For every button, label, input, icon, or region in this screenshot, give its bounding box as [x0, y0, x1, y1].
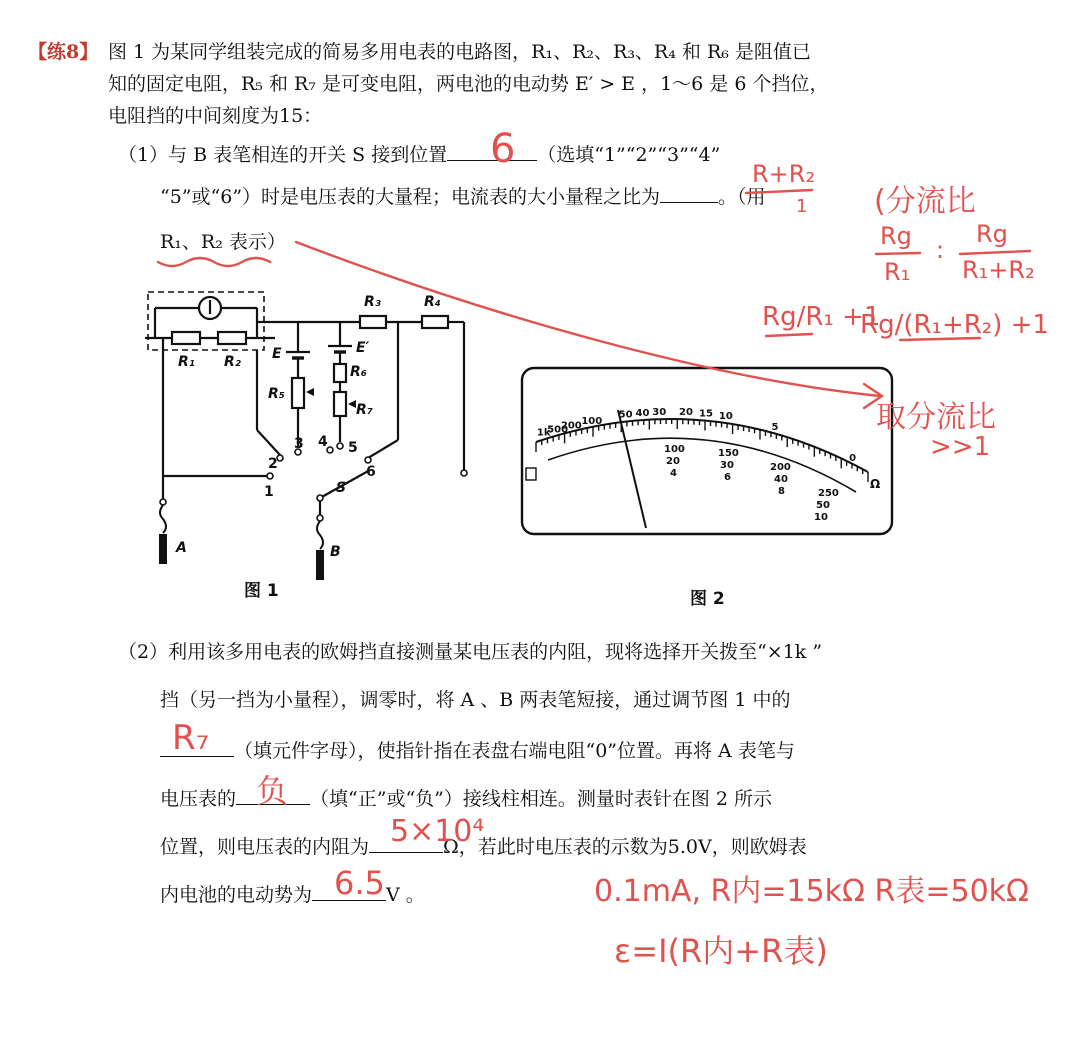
- note-take: 取分流比: [876, 400, 996, 435]
- ohm-tick-label: 500: [547, 424, 569, 436]
- figure-1-caption: 图 1: [244, 581, 279, 601]
- ohm-tick-label: 200: [560, 420, 582, 432]
- q1-line-2: “5”或“6”）时是电压表的大量程；电流表的大小量程之比为 。（用: [160, 182, 766, 209]
- label-p4: 4: [318, 434, 328, 450]
- answer-ratio-denominator: 1: [796, 196, 808, 217]
- note-eq1-left-den: R₁: [884, 258, 911, 286]
- label-r3: R₃: [364, 294, 381, 310]
- label-p3: 3: [294, 436, 304, 452]
- ohm-tick-label: 30: [652, 407, 667, 419]
- problem-tag: 【练8】: [28, 41, 99, 63]
- label-p2: 2: [268, 456, 278, 472]
- label-p6: 6: [366, 464, 376, 480]
- note-eq1-right-den: R₁+R₂: [962, 256, 1035, 284]
- answer-emf: 6.5: [334, 864, 385, 902]
- label-r4: R₄: [424, 294, 441, 310]
- label-r1: R₁: [178, 354, 195, 370]
- q2-line-4: 电压表的 （填“正”或“负”）接线柱相连。测量时表针在图 2 所示: [160, 784, 772, 811]
- underline-wave: [158, 258, 270, 266]
- label-p1: 1: [264, 484, 274, 500]
- answer-resistance: 5×10⁴: [390, 814, 485, 849]
- answer-position: 6: [490, 126, 516, 172]
- answer-ratio-numerator: R+R₂: [752, 160, 816, 188]
- note-eq1-left-num: Rg: [880, 222, 912, 250]
- ohm-tick-label: 10: [718, 410, 733, 422]
- mid-tick-30: 30: [720, 460, 734, 471]
- mid-tick-40: 40: [774, 474, 788, 485]
- mid-tick-8: 8: [778, 486, 785, 497]
- mid-tick-4: 4: [670, 468, 677, 479]
- note-eq2-left: Rg/R₁ +1: [762, 302, 881, 332]
- q2-line-2: 挡（另一挡为小量程），调零时，将 A 、B 两表笔短接，通过调节图 1 中的: [160, 689, 791, 711]
- q2-line-5: 位置，则电压表的内阻为 Ω，若此时电压表的示数为5.0V，则欧姆表: [160, 832, 807, 859]
- label-r6: R₆: [350, 364, 367, 380]
- ohm-tick-label: 100: [581, 415, 603, 427]
- intro-line-2: 知的固定电阻，R₅ 和 R₇ 是可变电阻，两电池的电动势 E′ > E ，1～6 是 6 个挡位，: [108, 73, 829, 95]
- ohm-tick-label: 1k: [536, 427, 551, 439]
- ohm-tick-label: 5: [771, 422, 779, 434]
- ohm-tick-label: 0: [849, 453, 857, 465]
- note-calc-2: ε=I(R内+R表): [614, 932, 828, 970]
- q2-line-1: （2）利用该多用电表的欧姆挡直接测量某电压表的内阻，现将选择开关拨至“×1k ”: [118, 641, 823, 663]
- mid-tick-6: 6: [724, 472, 731, 483]
- note-gt: >>1: [930, 432, 991, 462]
- label-p5: 5: [348, 440, 358, 456]
- mid-tick-20: 20: [666, 456, 680, 467]
- figure-2-caption: 图 2: [690, 589, 725, 609]
- label-r7: R₇: [356, 402, 373, 418]
- intro-line-3: 电阻挡的中间刻度为15：: [108, 105, 323, 127]
- label-s: S: [336, 480, 347, 496]
- label-e-prime: E′: [356, 340, 370, 356]
- label-b: B: [330, 544, 341, 560]
- q2-line-3: （填元件字母），使指针指在表盘右端电阻“0”位置。再将 A 表笔与: [160, 736, 795, 763]
- ohm-tick-label: 40: [635, 408, 650, 420]
- mid-tick-50: 50: [816, 500, 830, 511]
- q1-line-3: R₁、R₂ 表示）: [160, 231, 286, 253]
- ohm-tick-label: 50: [618, 409, 633, 421]
- answer-element: R₇: [172, 718, 210, 758]
- note-eq1-right-num: Rg: [976, 220, 1008, 248]
- answer-terminal: 负: [256, 772, 289, 810]
- note-method: (分流比: [874, 184, 976, 219]
- ohm-tick-label: 20: [679, 407, 693, 419]
- mid-tick-100: 100: [664, 444, 685, 455]
- label-r5: R₅: [268, 386, 285, 402]
- q2-line-6: 内电池的电动势为 V 。: [160, 880, 425, 907]
- label-a: A: [176, 540, 187, 556]
- note-eq2-right: Rg/(R₁+R₂) +1: [860, 310, 1049, 340]
- ohm-tick-label: 15: [699, 408, 713, 420]
- mid-tick-200: 200: [770, 462, 791, 473]
- mid-tick-10: 10: [814, 512, 828, 523]
- mid-tick-150: 150: [718, 448, 739, 459]
- label-r2: R₂: [224, 354, 241, 370]
- intro-line-1: 图 1 为某同学组装完成的简易多用电表的电路图，R₁、R₂、R₃、R₄ 和 R₆ 是阻值已: [108, 41, 811, 63]
- omega-label: Ω: [870, 477, 881, 491]
- note-eq1-colon: :: [936, 236, 945, 264]
- mid-tick-250: 250: [818, 488, 839, 499]
- note-calc-1: 0.1mA, R内=15kΩ R表=50kΩ: [594, 874, 1029, 909]
- q1-line-1: （1）与 B 表笔相连的开关 S 接到位置 （选填“1”“2”“3”“4”: [118, 140, 720, 167]
- label-e: E: [272, 346, 282, 362]
